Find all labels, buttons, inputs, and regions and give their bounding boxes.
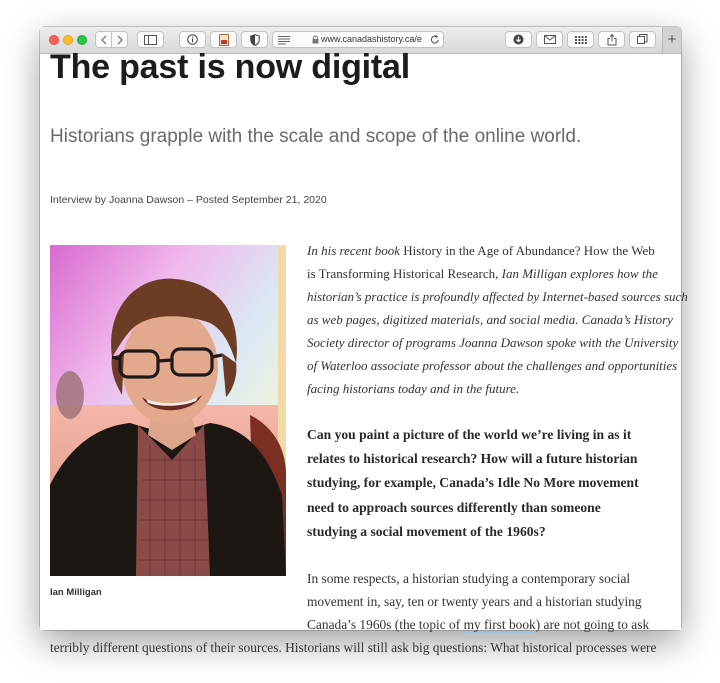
question-line: studying, for example, Canada’s Idle No More movement xyxy=(307,475,639,490)
privacy-button[interactable] xyxy=(241,31,268,48)
grid-icon xyxy=(575,36,587,44)
question-line: studying a social movement of the 1960s? xyxy=(307,524,546,539)
tab-overview-button[interactable] xyxy=(629,31,656,48)
url-text: www.canadashistory.ca/e xyxy=(321,34,422,44)
intro-line xyxy=(307,266,658,282)
address-bar[interactable] xyxy=(272,31,444,48)
answer-line: terribly different questions of their sources. Historians will still ask big questions: What historical processes were xyxy=(50,640,657,655)
close-window-button[interactable] xyxy=(49,35,59,45)
zoom-window-button[interactable] xyxy=(77,35,87,45)
intro-line: as web pages, digitized materials, and social media. Canada’s History xyxy=(307,312,673,327)
question-line: Can you paint a picture of the world we’re living in as it xyxy=(307,427,632,442)
answer-text: Canada’s 1960s (the topic of xyxy=(307,617,464,632)
tabs-icon xyxy=(637,34,648,45)
question-line: need to approach sources differently than someone xyxy=(307,500,601,515)
reload-icon[interactable] xyxy=(430,34,440,45)
forward-button[interactable] xyxy=(111,31,128,48)
new-tab-button[interactable]: + xyxy=(662,27,681,53)
shield-icon xyxy=(250,34,260,46)
portrait-photo xyxy=(50,245,286,576)
answer-line xyxy=(307,617,649,633)
downloads-button[interactable] xyxy=(505,31,532,48)
chevron-left-icon xyxy=(100,35,108,45)
download-icon xyxy=(513,34,524,45)
minimize-window-button[interactable] xyxy=(63,35,73,45)
intro-line: facing historians today and in the future. xyxy=(307,381,520,396)
answer-line: In some respects, a historian studying a contemporary social xyxy=(307,571,631,586)
reader-view-icon[interactable] xyxy=(277,35,291,45)
intro-text: In his recent book xyxy=(307,243,404,258)
back-button[interactable] xyxy=(95,31,112,48)
answer-line: movement in, say, ten or twenty years and a historian studying xyxy=(307,594,642,609)
chevron-right-icon xyxy=(116,35,124,45)
sidebar-button[interactable] xyxy=(137,31,164,48)
intro-line: historian’s practice is profoundly affected by Internet-based sources such xyxy=(307,289,688,304)
article-subheadline: Historians grapple with the scale and scope of the online world. xyxy=(50,126,582,147)
info-button[interactable] xyxy=(179,31,206,48)
notes-extension-button[interactable] xyxy=(210,31,237,48)
intro-line xyxy=(307,243,655,259)
mail-button[interactable] xyxy=(536,31,563,48)
browser-window xyxy=(40,27,688,655)
apps-grid-button[interactable] xyxy=(567,31,594,48)
article-headline: The past is now digital xyxy=(50,48,410,86)
portrait-image xyxy=(50,245,286,576)
info-icon xyxy=(187,34,198,45)
intro-line: Society director of programs Joanna Dawson spoke with the University xyxy=(307,335,679,350)
answer-text: ) are not going to ask xyxy=(535,617,650,632)
book-title-text: History in the Age of Abundance? How the Web xyxy=(403,243,655,258)
article-byline: Interview by Joanna Dawson – Posted September 21, 2020 xyxy=(50,194,327,206)
sidebar-icon xyxy=(144,35,157,45)
envelope-icon xyxy=(544,35,556,44)
share-button[interactable] xyxy=(598,31,625,48)
intro-text: , Ian Milligan explores how the xyxy=(495,266,658,281)
photo-caption: Ian Milligan xyxy=(50,587,102,598)
lock-icon xyxy=(312,35,319,44)
book-title-text: is Transforming Historical Research xyxy=(307,266,496,281)
notes-icon xyxy=(219,34,229,46)
share-icon xyxy=(607,34,617,46)
web-page-content xyxy=(40,48,688,655)
intro-line: of Waterloo associate professor about the challenges and opportunities xyxy=(307,358,678,373)
question-line: relates to historical research? How will a future historian xyxy=(307,451,638,466)
my-first-book-link[interactable]: my first book xyxy=(463,617,536,632)
